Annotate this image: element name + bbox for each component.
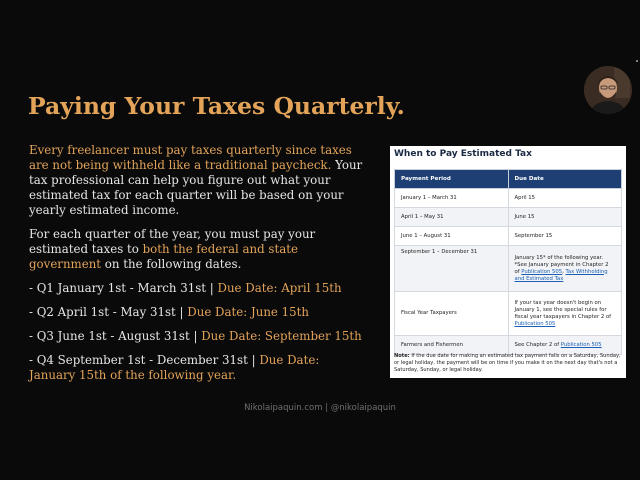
quarter-q2 xyxy=(29,305,369,320)
paragraph-quarters xyxy=(29,227,369,272)
due-cell: April 15 xyxy=(508,189,622,208)
period-cell: September 1 – December 31 xyxy=(395,246,509,292)
period-cell: June 1 – August 31 xyxy=(395,227,509,246)
due-cell xyxy=(508,336,622,355)
publication-505-link[interactable]: Publication 505 xyxy=(514,320,556,327)
table-row xyxy=(395,208,622,227)
quarter-due: Due Date: January 15th of the following year. xyxy=(29,353,320,382)
intro-rest: Your tax professional can help you figure out what your estimated tax for each quarter will be based on your yearly estimated income. xyxy=(29,158,363,217)
period-cell: Fiscal Year Taxpayers xyxy=(395,292,509,336)
due-cell xyxy=(508,246,622,292)
quarter-q4 xyxy=(29,353,369,383)
table-row xyxy=(395,246,622,292)
table-header-row xyxy=(395,170,622,189)
note-text: If the due date for making an estimated tax payment falls on a Saturday, Sunday, or legal holiday, the payment will be on time if you make it on the next day that's not a Saturday, Sunday, or legal holiday. xyxy=(394,353,621,373)
tax-withholding-link[interactable]: Tax Withholding and Estimated Tax xyxy=(514,268,608,282)
estimated-tax-panel xyxy=(390,146,626,378)
presenter-silhouette-icon xyxy=(584,66,632,114)
due-separator: , xyxy=(562,268,566,275)
table-row xyxy=(395,336,622,355)
estimated-tax-table xyxy=(394,169,622,355)
slide-body xyxy=(29,143,369,392)
due-text: See Chapter 2 of xyxy=(514,341,561,348)
publication-505-link[interactable]: Publication 505 xyxy=(521,268,563,275)
due-cell: June 15 xyxy=(508,208,622,227)
table-row xyxy=(395,189,622,208)
quarters-after: on the following dates. xyxy=(101,257,242,271)
quarter-due: Due Date: April 15th xyxy=(217,281,342,295)
due-text: If your tax year doesn't begin on January 1, see the special rules for fiscal year taxpayers in Chapter 2 of xyxy=(514,299,612,320)
note-label: Note: xyxy=(394,353,410,359)
panel-title: When to Pay Estimated Tax xyxy=(394,149,532,159)
slide-title: Paying Your Taxes Quarterly. xyxy=(28,92,405,120)
quarter-period: - Q3 June 1st - August 31st | xyxy=(29,329,202,343)
period-cell: Farmers and Fishermen xyxy=(395,336,509,355)
due-cell xyxy=(508,292,622,336)
period-cell: April 1 – May 31 xyxy=(395,208,509,227)
quarter-due: Due Date: September 15th xyxy=(201,329,362,343)
quarter-q1 xyxy=(29,281,369,296)
quarter-due: Due Date: June 15th xyxy=(187,305,309,319)
quarters-highlight: both the federal and state government xyxy=(29,242,298,271)
table-row xyxy=(395,292,622,336)
column-header-due: Due Date xyxy=(508,170,622,189)
column-header-period: Payment Period xyxy=(395,170,509,189)
due-cell: September 15 xyxy=(508,227,622,246)
paragraph-intro xyxy=(29,143,369,218)
table-note xyxy=(394,353,624,374)
period-cell: January 1 – March 31 xyxy=(395,189,509,208)
quarter-period: - Q4 September 1st - December 31st | xyxy=(29,353,260,367)
table-row xyxy=(395,227,622,246)
presenter-avatar xyxy=(584,66,632,114)
indicator-dot xyxy=(636,60,638,62)
quarter-period: - Q1 January 1st - March 31st | xyxy=(29,281,218,295)
quarters-before: For each quarter of the year, you must pay your estimated taxes to xyxy=(29,227,316,256)
quarter-period: - Q2 April 1st - May 31st | xyxy=(29,305,188,319)
quarter-q3 xyxy=(29,329,369,344)
intro-highlight: Every freelancer must pay taxes quarterly since taxes are not being withheld like a traditional paycheck. xyxy=(29,143,352,172)
footer-credit: Nikolaipaquin.com | @nikolaipaquin xyxy=(244,403,396,413)
publication-505-link[interactable]: Publication 505 xyxy=(560,341,602,348)
due-text: January 15* of the following year. *See January payment in Chapter 2 of xyxy=(514,254,609,275)
